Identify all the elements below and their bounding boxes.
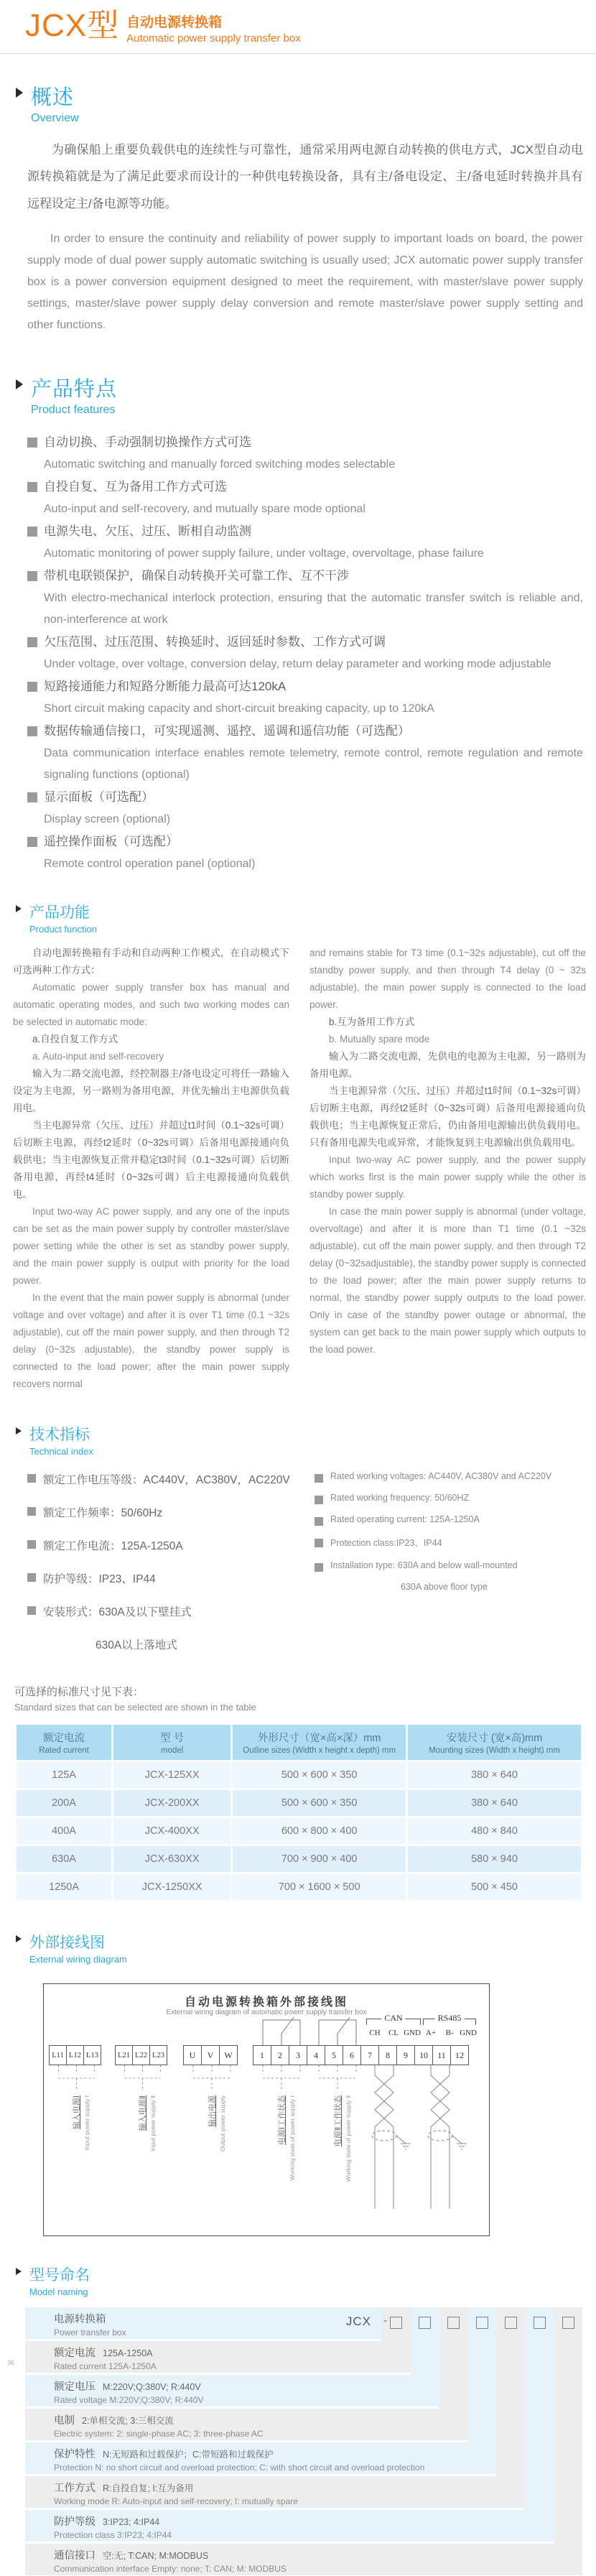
feature-item	[27, 830, 583, 875]
terminal: L21	[115, 2045, 133, 2065]
terminal: L22	[132, 2045, 150, 2065]
diagram-title-zh: 自动电源转换箱外部接线图	[184, 1996, 348, 2009]
feature-zh: 欠压范围、过压范围、转换延时、返回延时参数、工作方式可调	[44, 634, 386, 649]
feature-en: Remote control operation panel (optional)	[44, 857, 256, 870]
technical-item	[27, 1537, 315, 1553]
technical-item-continued: 630A以上落地式	[96, 1639, 177, 1652]
model-code-box	[505, 2317, 517, 2329]
cell-rated-current: 125A	[17, 1762, 111, 1788]
naming-value-zh: N:无短路和过载保护；C:带短路和过载保护	[103, 2450, 274, 2460]
table-row	[17, 1790, 581, 1816]
pin-label: CH	[369, 2029, 381, 2038]
function-paragraph: b. Mutually spare mode	[329, 1034, 430, 1045]
header-divider	[0, 53, 596, 54]
function-paragraph: In case the main power supply is abnormal (under voltage, overvoltage) and after it is more than T1 time (0.1 ~32s adjustable), cut off the main power supply, and then through T2 delay (0~32sadjustable), the standby power supply is connected to the load power; after the main power supply returns to normal, the standby power supply outputs to the load power. Only in case of the standby power outage or abnormal, the system can get back to the main power supply which outputs to the load power.	[309, 1206, 586, 1356]
feature-item	[27, 476, 583, 520]
technical-item	[315, 1560, 596, 1570]
square-bullet-icon	[27, 1540, 36, 1549]
square-bullet-icon	[27, 1573, 36, 1582]
wiring-heading	[16, 1931, 596, 1965]
section-features	[0, 373, 596, 875]
technical-text: Rated working frequency: 50/60HZ	[330, 1493, 470, 1504]
square-bullet-icon	[27, 1507, 36, 1516]
pin-label: GND	[404, 2029, 421, 2038]
cell-rated-current: 630A	[17, 1846, 111, 1872]
feature-item	[27, 431, 583, 476]
naming-label-en: Protection	[54, 2463, 93, 2473]
feature-zh: 带机电联锁保护，确保自动转换开关可靠工作、互不干涉	[44, 568, 349, 583]
column-header	[17, 1725, 111, 1760]
technical-list-zh	[27, 1471, 315, 1652]
function-paragraph: 当主电源异常（欠压、过压）并超过t1时间（0.1~32s可调）后切断主电源，再经t2延时（0~32s可调）后备用电源接通向负载供电；当主电源恢复正常后，仍由备用电源输出供负载用电。只有备用电源失电或异常，才能恢复到主电源输出供负载用电。	[309, 1085, 586, 1149]
naming-value-en: 2: single-phase AC; 3: three-phase AC	[116, 2429, 264, 2440]
header-en: model	[160, 1746, 184, 1756]
naming-label-zh: 防护等级	[54, 2516, 96, 2529]
cell-rated-current: 200A	[17, 1790, 111, 1816]
twisted-pair-icon	[372, 2065, 411, 2209]
terminal: 3	[289, 2045, 307, 2065]
naming-label-en: Rated current	[54, 2361, 106, 2372]
cell-model: JCX-400XX	[113, 1818, 231, 1844]
section-overview	[0, 81, 596, 337]
naming-label-zh: 通信接口	[54, 2550, 96, 2562]
section-function	[0, 901, 596, 1393]
terminal: L11	[49, 2045, 67, 2065]
feature-en: Short circuit making capacity and short-circuit breaking capacity, up to 120kA	[44, 702, 434, 715]
naming-label-zh: 电制	[54, 2415, 75, 2427]
naming-row	[25, 2442, 496, 2474]
naming-label-zh: 电源转换箱	[54, 2314, 106, 2326]
cell-model: JCX-125XX	[113, 1762, 231, 1788]
pin-label: B-	[445, 2029, 454, 2038]
section-wiring	[0, 1931, 596, 2236]
features-heading	[16, 373, 596, 417]
header-zh: 外形尺寸（宽×高×深）mm	[257, 1733, 381, 1745]
feature-zh: 短路接通能力和短路分断能力最高可达120kA	[44, 679, 287, 693]
gather-lines	[59, 2065, 357, 2090]
terminal: 11	[432, 2045, 451, 2065]
column-header	[113, 1725, 231, 1760]
feature-item	[27, 631, 583, 675]
naming-value-en: R: Auto-input and self-recovery; I: mutually spare	[111, 2496, 298, 2507]
technical-item	[27, 1603, 315, 1619]
group-label-zh: 电源Ⅰ工作状态	[278, 2095, 287, 2146]
naming-value-en: Empty: none; T: CAN; M: MODBUS	[152, 2564, 287, 2575]
group-label-zh: 输入电源Ⅰ	[73, 2095, 81, 2130]
square-bullet-icon	[315, 1496, 323, 1504]
feature-zh: 自动切换、手动强制切换操作方式可选	[44, 435, 251, 449]
features-list	[0, 431, 596, 875]
function-right-column	[309, 945, 586, 1393]
product-title-zh: 自动电源转换箱	[126, 15, 223, 30]
square-bullet-icon	[27, 482, 37, 492]
group-label-en: Output power supply	[219, 2095, 226, 2152]
square-bullet-icon	[315, 1474, 323, 1483]
section-naming	[0, 2264, 596, 2576]
function-paragraph: a. Auto-input and self-recovery	[32, 1051, 164, 1062]
cell-mounting-size: 380 × 640	[408, 1762, 581, 1788]
technical-text: Rated operating current: 125A-1250A	[330, 1514, 480, 1525]
function-left-column	[13, 945, 289, 1393]
section-marker-icon	[16, 88, 23, 98]
feature-en: Display screen (optional)	[44, 812, 171, 825]
function-title-zh: 产品功能	[29, 904, 90, 921]
feature-en: With electro-mechanical interlock protection, ensuring that the automatic transfer switch is reliable and, non-interference at work	[44, 591, 583, 626]
terminal-group-output	[184, 2045, 238, 2065]
page-header	[0, 0, 596, 45]
naming-row	[25, 2409, 467, 2440]
naming-label-zh: 额定电压	[54, 2381, 96, 2394]
table-header-row	[17, 1725, 581, 1760]
table-row	[17, 1874, 581, 1900]
terminal: 2	[271, 2045, 289, 2065]
overview-heading	[16, 81, 596, 125]
cell-model: JCX-200XX	[113, 1790, 231, 1816]
wiring-lower-decoration	[44, 2065, 489, 2236]
naming-label-en: Protection class	[54, 2530, 115, 2541]
cell-outline-size: 700 × 900 × 400	[233, 1846, 406, 1872]
terminal: 9	[396, 2045, 415, 2065]
wiring-diagram	[43, 1983, 490, 2236]
terminal: L12	[66, 2045, 84, 2065]
table-row	[17, 1818, 581, 1844]
feature-zh: 电源失电、欠压、过压、断相自动监测	[44, 524, 251, 538]
naming-row	[25, 2510, 554, 2542]
group-label-en: Working state of power supply Ⅰ	[289, 2095, 296, 2181]
group-label-zh: 输入电源Ⅱ	[139, 2095, 147, 2131]
naming-value-zh: 空:无; T:CAN; M:MODBUS	[103, 2551, 209, 2562]
terminal-group-input2	[116, 2045, 167, 2065]
section-marker-icon	[16, 905, 22, 912]
header-en: Rated current	[39, 1746, 89, 1756]
feature-item	[27, 520, 583, 565]
technical-item-continued: 630A above floor type	[401, 1582, 488, 1593]
technical-heading	[16, 1423, 596, 1457]
technical-item	[315, 1471, 596, 1481]
feature-item	[27, 720, 583, 786]
technical-item	[27, 1471, 315, 1487]
naming-label-en: Working mode	[54, 2496, 110, 2507]
sizes-table	[14, 1723, 583, 1902]
feature-en: Automatic switching and manually forced switching modes selectable	[44, 458, 396, 471]
naming-value-en: N: no short circuit and overload protection; C: with short circuit and overload protection	[95, 2463, 425, 2473]
column-header	[233, 1725, 406, 1760]
technical-columns	[0, 1471, 596, 1652]
naming-row	[25, 2375, 439, 2406]
can-bus-label: CAN	[381, 2013, 405, 2024]
cell-mounting-size: 480 × 840	[408, 1818, 581, 1844]
naming-value-en: 125A-1250A	[108, 2361, 157, 2372]
function-paragraph: Input two-way AC power supply, and the power supply which works first is the main power supply while the other is standby power supply.	[309, 1154, 586, 1200]
feature-en: Auto-input and self-recovery, and mutually spare mode optional	[44, 502, 365, 515]
product-model-title: JCX型	[25, 8, 120, 43]
naming-row	[25, 2341, 410, 2373]
cell-outline-size: 700 × 1600 × 500	[233, 1874, 406, 1900]
technical-title-en: Technical index	[29, 1446, 93, 1458]
header-en: Outline sizes (Width x height x depth) mm	[243, 1746, 396, 1756]
square-bullet-icon	[27, 571, 37, 581]
model-code-box	[419, 2317, 431, 2329]
terminal: W	[219, 2045, 238, 2065]
model-naming-ladder	[25, 2307, 582, 2576]
square-bullet-icon	[27, 437, 37, 448]
pin-label: A+	[425, 2029, 437, 2038]
product-subtitle	[126, 9, 301, 45]
terminal: L13	[83, 2045, 101, 2065]
terminal: 1	[253, 2045, 271, 2065]
model-code-box	[476, 2317, 488, 2329]
naming-title-en: Model naming	[29, 2287, 88, 2298]
function-paragraph: 输入为二路交流电源，先供电的电源为主电源，另一路则为备用电源。	[309, 1051, 586, 1080]
naming-row	[25, 2476, 525, 2508]
technical-item	[27, 1504, 315, 1520]
naming-label-en: Rated voltage	[54, 2395, 108, 2406]
cell-mounting-size: 580 × 940	[408, 1846, 581, 1872]
naming-label-zh: 工作方式	[54, 2483, 96, 2495]
group-label-zh: 输出电源	[208, 2095, 217, 2128]
naming-value-zh: M:220V;Q:380V; R:440V	[103, 2382, 201, 2393]
function-heading	[16, 901, 596, 935]
function-paragraph: 自动电源转换箱有手动和自动两种工作模式，在自动模式下可选两种工作方式：	[13, 948, 289, 976]
technical-item	[315, 1493, 596, 1503]
page-number: 36	[7, 2359, 15, 2366]
cell-outline-size: 600 × 800 × 400	[233, 1818, 406, 1844]
model-code-box	[390, 2317, 402, 2329]
features-title-zh: 产品特点	[31, 377, 118, 401]
feature-item	[27, 675, 583, 720]
terminal: 6	[343, 2045, 361, 2065]
section-marker-icon	[16, 1935, 22, 1942]
section-sizes	[0, 1684, 596, 1902]
square-bullet-icon	[315, 1563, 323, 1572]
feature-en: Data communication interface enables remote telemetry, remote control, remote regulation and remote signaling functions (optional)	[44, 746, 583, 781]
naming-title-zh: 型号命名	[29, 2267, 90, 2284]
square-bullet-icon	[315, 1517, 323, 1526]
naming-value-en: 3:IP23; 4:IP44	[117, 2530, 172, 2541]
section-marker-icon	[16, 379, 23, 389]
square-bullet-icon	[27, 792, 37, 802]
model-code-prefix: JCX	[345, 2315, 371, 2329]
cell-mounting-size: 380 × 640	[408, 1790, 581, 1816]
cell-model: JCX-1250XX	[113, 1874, 231, 1900]
sizes-note-en: Standard sizes that can be selected are shown in the table	[14, 1702, 256, 1713]
square-bullet-icon	[27, 527, 37, 537]
cell-rated-current: 400A	[17, 1818, 111, 1844]
overview-paragraph-en: In order to ensure the continuity and reliability of power supply to important loads on board, the power supply mode of dual power supply automatic switching is usually used; JCX automatic power supply transfer box is a power conversion equipment designed to meet the requirement, with master/slave power supply settings, master/slave power supply delay conversion and remote master/slave power supply setting and other functions.	[27, 233, 583, 332]
terminal-group-input1	[50, 2045, 101, 2065]
terminal: U	[183, 2045, 202, 2065]
function-paragraph: In the event that the main power supply is abnormal (under voltage and over voltage) and after it is over T1 time (0.1 ~32s adjustable), cut off the main power supply, and then through T2 delay (0~32s adjustable), the standby power supply is connected to the load power; after the main power supply recovers normal	[13, 1292, 289, 1390]
technical-text: 防护等级：IP23、IP44	[43, 1573, 156, 1586]
technical-text: Protection class:IP23、IP44	[330, 1538, 442, 1549]
rs485-bus-bracket	[423, 2013, 476, 2025]
overview-title-en: Overview	[31, 112, 79, 124]
terminal: 5	[325, 2045, 343, 2065]
naming-column	[554, 2307, 582, 2544]
naming-value-en: M:220V;Q:380V; R:440V	[109, 2395, 204, 2406]
naming-label-zh: 保护特性	[54, 2449, 96, 2461]
overview-paragraph-zh: 为确保船上重要负载供电的连续性与可靠性，通常采用两电源自动转换的供电方式，JCX型自动电源转换箱就是为了满足此要求而设计的一种供电转换设备，具有主/备电设定、主/备电延时转换并具有远程设定主/备电源等功能。	[27, 143, 583, 210]
technical-list-en	[315, 1471, 596, 1652]
wiring-title-zh: 外部接线图	[29, 1935, 105, 1952]
group-label-zh: 电源Ⅱ工作状态	[334, 2095, 343, 2147]
square-bullet-icon	[27, 682, 37, 692]
cell-outline-size: 500 × 600 × 350	[233, 1762, 406, 1788]
function-title-en: Product function	[29, 924, 97, 935]
terminal: V	[201, 2045, 220, 2065]
changeover-switch-icon	[253, 2014, 376, 2045]
naming-value-zh: R:自投自复; I:互为备用	[103, 2483, 194, 2494]
function-paragraph: b.互为备用工作方式	[329, 1016, 415, 1028]
naming-value-zh: 3:IP23; 4:IP44	[103, 2517, 160, 2528]
section-technical	[0, 1423, 596, 1652]
terminal-group-numbered	[253, 2045, 469, 2065]
wiring-title-en: External wiring diagram	[29, 1954, 127, 1965]
naming-label-en: Power transfer box	[54, 2327, 126, 2338]
cell-model: JCX-630XX	[113, 1846, 231, 1872]
rs485-bus-label: RS485	[435, 2013, 465, 2024]
table-row	[17, 1846, 581, 1872]
technical-text: 安装形式：630A及以下壁挂式	[43, 1606, 192, 1619]
technical-item	[27, 1570, 315, 1586]
function-paragraph: 输入为二路交流电源，经控制器主/备电设定可将任一路输入设定为主电源，另一路则为备用电源，并优先输出主电源供负载用电。	[13, 1068, 289, 1114]
naming-row	[25, 2544, 582, 2575]
feature-zh: 自投自复、互为备用工作方式可选	[44, 479, 227, 494]
technical-item	[315, 1536, 596, 1549]
terminal: L23	[149, 2045, 167, 2065]
technical-text: Installation type: 630A and below wall-mounted	[330, 1560, 518, 1571]
naming-value-zh: 125A-1250A	[103, 2348, 153, 2359]
naming-label-en: Communication interface	[54, 2564, 149, 2575]
feature-zh: 显示面板（可选配）	[44, 789, 154, 804]
features-title-en: Product features	[31, 403, 116, 416]
function-paragraph: and remains stable for T3 time (0.1~32s adjustable), cut off the standby power supply, and then through T4 delay (0 ~ 32s adjustable), the main power supply is connected to the load power.	[309, 948, 586, 1011]
square-bullet-icon	[27, 637, 37, 647]
feature-item	[27, 565, 583, 631]
naming-value-zh: 2:单相交流; 3:三相交流	[82, 2416, 174, 2427]
pin-label: GND	[460, 2029, 477, 2038]
naming-heading	[16, 2264, 596, 2297]
naming-label-zh: 额定电流	[54, 2348, 96, 2360]
section-marker-icon	[16, 1427, 22, 1435]
model-code-row	[25, 2307, 582, 2339]
technical-text: 额定工作电流：125A-1250A	[43, 1540, 183, 1553]
header-zh: 安装尺寸 (宽×高)mm	[446, 1733, 543, 1745]
function-paragraph: 当主电源异常（欠压、过压）并超过t1时间（0.1~32s可调）后切断主电源，再经t2延时（0~32s可调）后备用电源接通向负载供电；当主电源恢复正常并稳定t3时间（0.1~32s可调）后切断备用电源，再经t4延时（0~32s可调）后主电源接通向负载供电。	[13, 1120, 289, 1200]
feature-en: Automatic monitoring of power supply failure, under voltage, overvoltage, phase failure	[44, 547, 484, 560]
header-zh: 额定电流	[43, 1733, 85, 1745]
header-en: Mounting sizes (Width x height) mm	[429, 1746, 560, 1756]
naming-label-en: Electric system:	[54, 2429, 115, 2440]
model-code-box	[562, 2317, 574, 2329]
group-label-en: Input power supply Ⅰ	[83, 2095, 90, 2151]
technical-text: Rated working voltages: AC440V, AC380V and AC220V	[330, 1471, 552, 1482]
function-paragraph: a.自投自复工作方式	[32, 1034, 118, 1045]
can-bus-bracket	[366, 2013, 421, 2025]
group-label-en: Input power supply Ⅱ	[149, 2095, 157, 2152]
model-code-box	[534, 2317, 546, 2329]
feature-item	[27, 786, 583, 830]
table-row	[17, 1762, 581, 1788]
column-header	[408, 1725, 581, 1760]
feature-zh: 数据传输通信接口，可实现遥测、遥控、遥调和遥信功能（可选配）	[44, 723, 410, 738]
square-bullet-icon	[27, 726, 37, 736]
model-code-box	[447, 2317, 460, 2329]
product-title-en: Automatic power supply transfer box	[126, 32, 301, 45]
technical-title-zh: 技术指标	[29, 1427, 90, 1444]
cell-outline-size: 500 × 600 × 350	[233, 1790, 406, 1816]
twisted-pair-icon	[428, 2065, 467, 2209]
section-marker-icon	[16, 2268, 22, 2275]
group-label-en: Working state of power supply Ⅱ	[345, 2095, 352, 2182]
square-bullet-icon	[27, 1606, 36, 1615]
cell-rated-current: 1250A	[17, 1874, 111, 1900]
cell-mounting-size: 500 × 450	[408, 1874, 581, 1900]
terminal: 10	[414, 2045, 433, 2065]
technical-text: 额定工作电压等级：AC440V，AC380V，AC220V	[43, 1474, 290, 1487]
feature-zh: 遥控操作面板（可选配）	[44, 834, 178, 848]
technical-item	[315, 1514, 596, 1524]
terminal: 4	[307, 2045, 325, 2065]
feature-en: Under voltage, over voltage, conversion delay, return delay parameter and working mode adjustable	[44, 657, 551, 670]
sizes-note-zh: 可选择的标准尺寸见下表：	[14, 1686, 144, 1699]
technical-text: 额定工作频率：50/60Hz	[43, 1507, 163, 1520]
overview-title-zh: 概述	[31, 86, 75, 109]
square-bullet-icon	[315, 1539, 323, 1547]
function-paragraph: Automatic power supply transfer box has manual and automatic operating modes, and such two working modes can be selected in automatic mode:	[13, 982, 289, 1028]
diagram-title-en: External wiring diagram of automatic power supply transfer box	[166, 2009, 367, 2017]
terminal: 7	[360, 2045, 379, 2065]
model-code-separator: -	[383, 2315, 387, 2327]
header-zh: 型 号	[160, 1733, 185, 1745]
function-columns	[0, 945, 596, 1393]
terminal: 12	[450, 2045, 469, 2065]
pin-label: CL	[388, 2029, 399, 2038]
terminal: 8	[378, 2045, 397, 2065]
square-bullet-icon	[27, 837, 37, 847]
square-bullet-icon	[27, 1474, 36, 1483]
function-paragraph: Input two-way AC power supply, and any one of the inputs can be set as the main power supply by controller master/slave power setting while the other is set as standby power supply, and the main power supply is output with priority for the load power.	[13, 1206, 289, 1287]
